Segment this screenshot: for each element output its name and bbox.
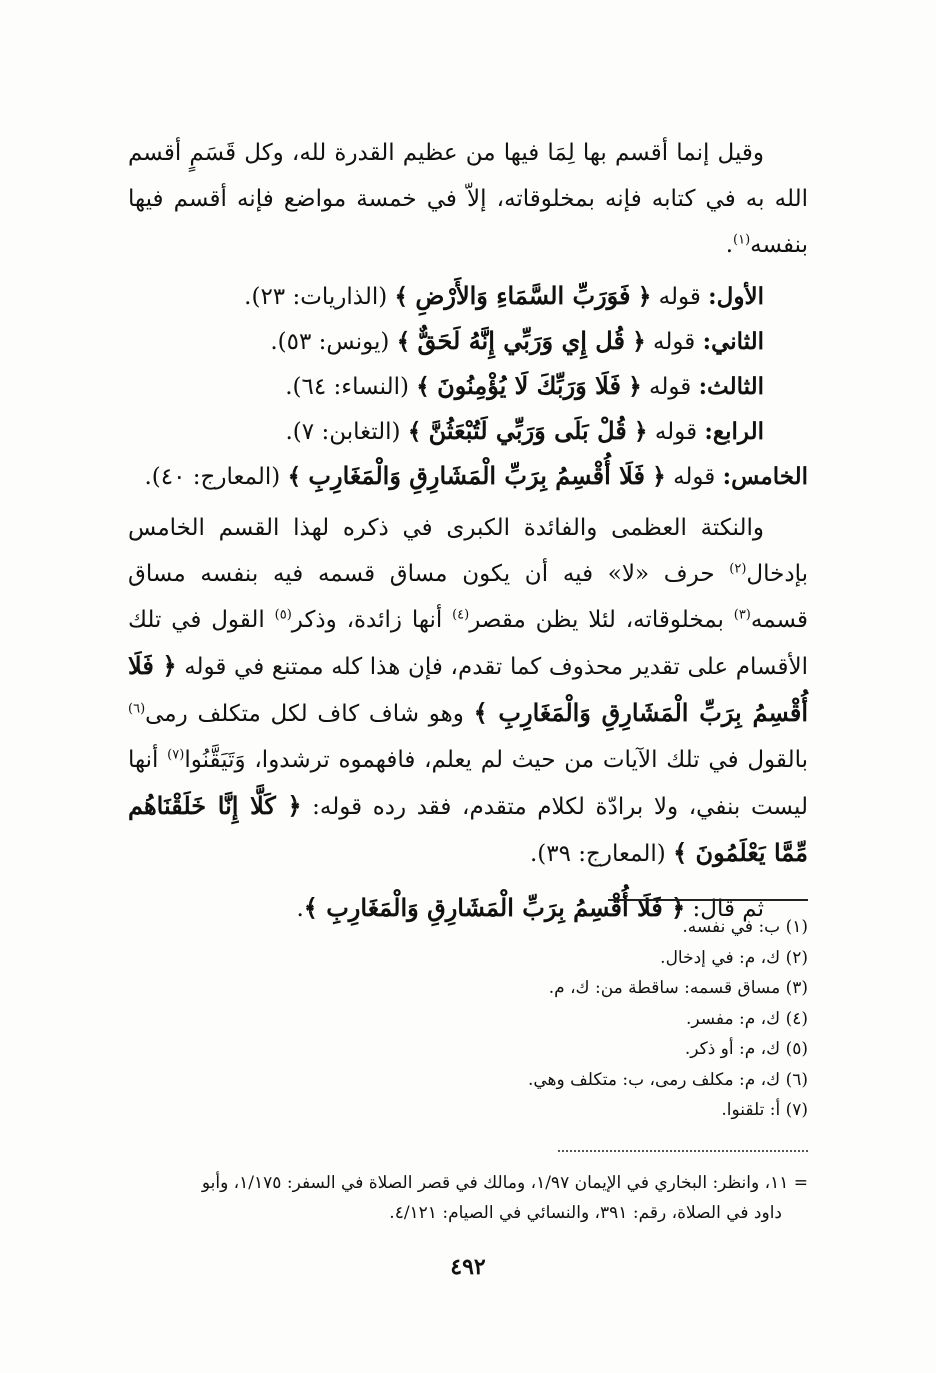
footnote-ref-6: (٦)	[128, 701, 146, 717]
closing-line: ثم قال: ﴿ فَلَا أُقْسِمُ بِرَبِّ الْمَشَارِقِ وَالْمَغَارِبِ ﴾.	[296, 893, 764, 922]
verse: ﴿ فَلَا أُقْسِمُ بِرَبِّ الْمَشَارِقِ وَالْمَغَارِبِ ﴾	[303, 893, 686, 922]
footnote: (٥) ك، م: أو ذكر.	[684, 1039, 808, 1059]
footnote-ref-7: (٧)	[167, 747, 185, 763]
intro-paragraph: وقيل إنما أقسم بها لِمَا فيها من عظيم القدرة لله، وكل قَسَمٍ أقسم الله به في كتابه فإنه بمخلوقاته، إلاّ في خمسة مواضع فإنه أقسم فيها بنفسه$^{(١)}$.	[128, 140, 808, 258]
verse: ﴿ كَلَّا إِنَّا خَلَقْنَاهُم مِّمَّا يَعْلَمُونَ ﴾	[128, 791, 808, 867]
footnote: (١) ب: في نفسه.	[682, 917, 808, 937]
verse: فَلَا أُقْسِمُ بِرَبِّ الْمَشَارِقِ وَالْمَغَارِبِ	[308, 461, 645, 490]
oath-list	[128, 274, 808, 454]
verse-ref: (يونس: ٥٣).	[270, 329, 390, 355]
footnote: (٢) ك، م: في إدخال.	[660, 947, 808, 968]
verse-ref: (التغابن: ٧).	[285, 419, 401, 445]
verse: ﴿ فَلَا أُقْسِمُ بِرَبِّ الْمَشَارِقِ وَالْمَغَارِبِ ﴾	[128, 651, 808, 727]
verse: قُلْ بَلَى وَرَبِّي لَتُبْعَثُنَّ	[428, 416, 627, 445]
oath-item: الخامس: قوله ﴿ فَلَا أُقْسِمُ بِرَبِّ الْمَشَارِقِ وَالْمَغَارِبِ ﴾ (المعارج: ٤٠).	[144, 461, 808, 490]
oath-item: الثاني: قوله ﴿ قُل إِي وَرَبِّي إِنَّهُ لَحَقٌّ ﴾ (يونس: ٥٣).	[270, 326, 764, 355]
verse-ref: (النساء: ٦٤).	[285, 374, 409, 400]
main-text	[128, 130, 808, 932]
intro-line-2: به في كتابه فإنه بمخلوقاته، إلاّ في خمسة مواضع فإنه أقسم فيها بنفسه	[128, 186, 808, 258]
second-paragraph: والنكتة العظمى والفائدة الكبرى في ذكره لهذا القسم الخامس بإدخال$^{(٢)}$ حرف «لا» فيه أن يكون مساق قسمه فيه بنفسه مساق قسمه$^{(٣)}$ بمخلوقاته، لئلا يظن مقصر$^{(٤)}$ أنها زائدة، وذكر$^{(٥)}$ القول في تلك الأقسام على تقدير محذوف كما تقدم، فإن هذا كله ممتنع في قوله ﴿ فَلَا أُقْسِمُ بِرَبِّ الْمَشَارِقِ وَالْمَغَارِبِ ﴾ وهو شاف كاف لكل متكلف رمى$^{(٦)}$ بالقول في تلك الآيات من حيث لم يعلم، فافهموه ترشدوا، وَتَيَقَّنُوا$^{(٧)}$ أنها ليست بنفي، ولا برادّة لكلام متقدم، فقد رده قوله: ﴿ كَلَّا إِنَّا خَلَقْنَاهُم مِّمَّا يَعْلَمُونَ ﴾ (المعارج: ٣٩).	[128, 515, 809, 867]
verse-ref: (المعارج: ٣٩).	[529, 841, 674, 867]
footnote-ref-3: (٣)	[733, 607, 751, 623]
oath-item: الرابع: قوله ﴿ قُلْ بَلَى وَرَبِّي لَتُبْعَثُنَّ ﴾ (التغابن: ٧).	[285, 416, 764, 445]
page-number: ٤٩٢	[450, 1254, 486, 1280]
verse: فَلَا وَرَبِّكَ لَا يُؤْمِنُونَ	[437, 371, 621, 400]
verse: فَوَرَبِّ السَّمَاءِ وَالأَرْضِ	[415, 281, 631, 310]
verse-ref: (المعارج: ٤٠).	[144, 464, 281, 490]
continued-line: داود في الصلاة، رقم: ٣٩١، والنسائي في الصيام: ٤/١٢١.	[389, 1203, 782, 1223]
footnote: (٤) ك، م: مفسر.	[685, 1008, 808, 1029]
footnote-separator	[608, 899, 808, 901]
footnote-ref-2: (٢)	[729, 561, 747, 577]
footnote-ref-1: (١)	[733, 232, 751, 248]
continuation-separator	[558, 1150, 808, 1152]
footnote: (٣) مساق قسمه: ساقطة من: ك، م.	[548, 978, 808, 998]
oath-item: الثالث: قوله ﴿ فَلَا وَرَبِّكَ لَا يُؤْمِنُونَ ﴾ (النساء: ٦٤).	[285, 371, 764, 400]
intro-line-1: وقيل إنما أقسم بها لِمَا فيها من عظيم القدرة لله، وكل قَسَمٍ أقسم الله	[128, 140, 808, 212]
footnotes	[128, 912, 808, 1126]
footnote: (٦) ك، م: مكلف رمى، ب: متكلف وهي.	[527, 1069, 808, 1090]
footnote: (٧) أ: تلقنوا.	[721, 1100, 808, 1120]
footnote-ref-5: (٥)	[274, 607, 292, 623]
oath-item: الأول: قوله ﴿ فَوَرَبِّ السَّمَاءِ وَالأَرْضِ ﴾ (الذاريات: ٢٣).	[244, 281, 764, 310]
footnote-ref-4: (٤)	[452, 607, 470, 623]
continued-footnote	[128, 1168, 808, 1228]
verse-ref: (الذاريات: ٢٣).	[244, 284, 388, 310]
continued-line: = ١١، وانظر: البخاري في الإيمان ١/٩٧، ومالك في قصر الصلاة في السفر: ١/١٧٥، وأبو	[201, 1173, 808, 1193]
verse: قُل إِي وَرَبِّي إِنَّهُ لَحَقٌّ	[417, 326, 625, 355]
